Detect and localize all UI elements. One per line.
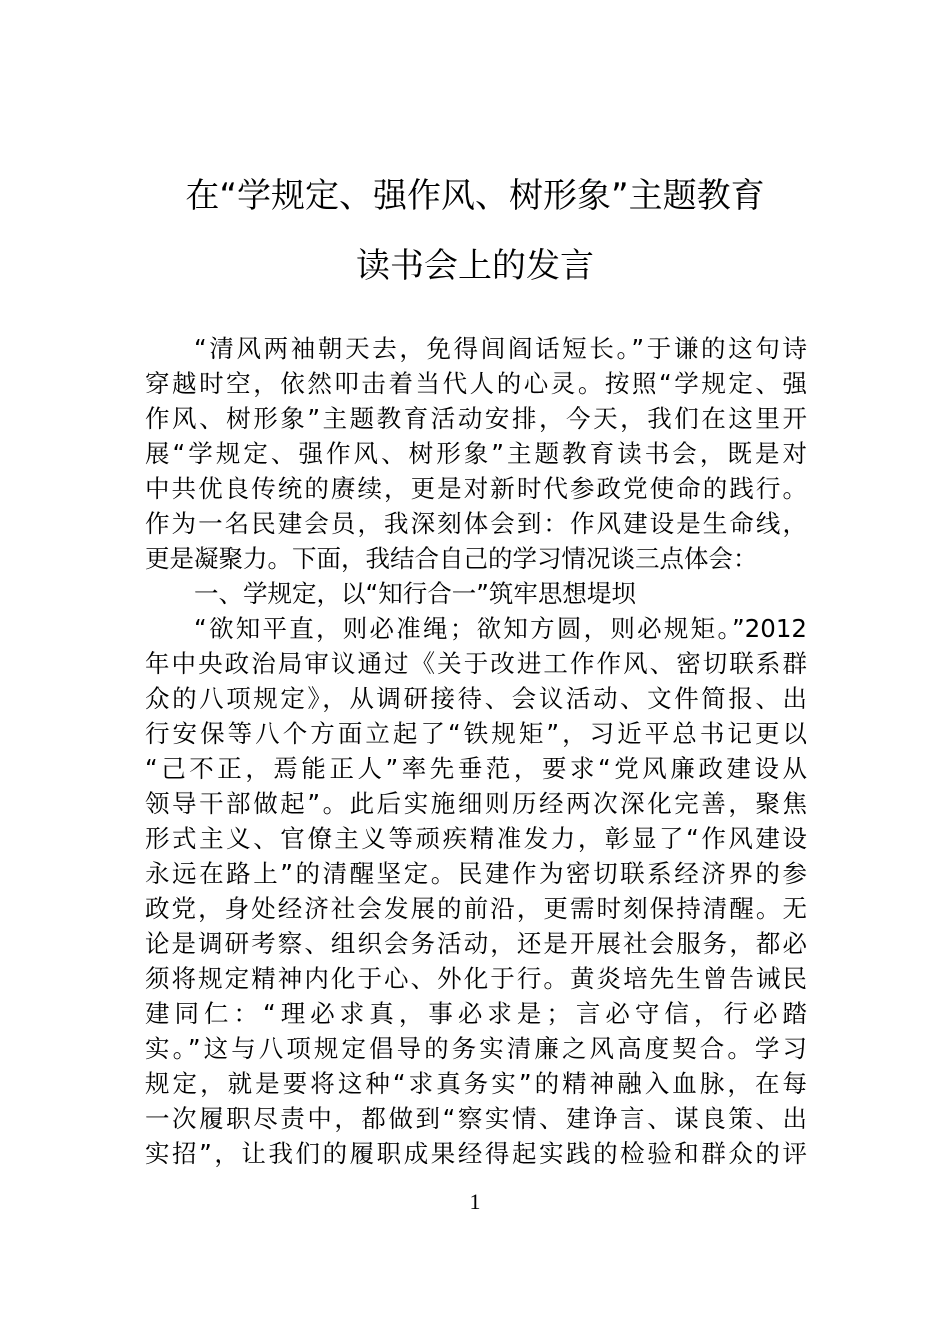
body-line: 行安保等八个方面立起了“铁规矩”，习近平总书记更以: [145, 719, 807, 748]
document-body: [145, 331, 807, 1171]
body-line: 规定，就是要将这种“求真务实”的精神融入血脉，在每: [145, 1069, 807, 1098]
body-line: 实。”这与八项规定倡导的务实清廉之风高度契合。学习: [145, 1034, 807, 1063]
body-line: 更是凝聚力。下面，我结合自己的学习情况谈三点体会：: [145, 544, 758, 573]
body-line: 形式主义、官僚主义等顽疾精准发力，彰显了“作风建设: [145, 824, 807, 853]
body-line: 须将规定精神内化于心、外化于行。黄炎培先生曾告诫民: [145, 964, 807, 993]
body-line: 实招”，让我们的履职成果经得起实践的检验和群众的评: [145, 1139, 807, 1168]
body-line: 众的八项规定》，从调研接待、会议活动、文件简报、出: [145, 684, 807, 713]
body-line: 作风、树形象”主题教育活动安排，今天，我们在这里开: [145, 404, 807, 433]
document-title-line-1: 在“学规定、强作风、树形象”主题教育: [185, 176, 765, 216]
section-heading: 一、学规定，以“知行合一”筑牢思想堤坝: [194, 579, 636, 608]
body-line: 作为一名民建会员，我深刻体会到：作风建设是生命线，: [145, 509, 807, 538]
body-line: 永远在路上”的清醒坚定。民建作为密切联系经济界的参: [145, 859, 807, 888]
body-line: “己不正，焉能正人”率先垂范，要求“党风廉政建设从: [145, 754, 807, 783]
body-line: 中共优良传统的赓续，更是对新时代参政党使命的践行。: [145, 474, 807, 503]
body-line: 领导干部做起”。此后实施细则历经两次深化完善，聚焦: [145, 789, 807, 818]
body-line: 一次履职尽责中，都做到“察实情、建诤言、谋良策、出: [145, 1104, 807, 1133]
page-number: 1: [469, 1189, 481, 1214]
body-line: 建同仁：“理必求真，事必求是；言必守信，行必踏: [145, 999, 807, 1028]
body-line: 穿越时空，依然叩击着当代人的心灵。按照“学规定、强: [145, 369, 807, 398]
document-title-line-2: 读书会上的发言: [356, 246, 594, 286]
body-line: “清风两袖朝天去，免得闾阎话短长。”于谦的这句诗: [194, 334, 807, 363]
body-line: “欲知平直，则必准绳；欲知方圆，则必规矩。”2012: [194, 614, 807, 643]
body-line: 政党，身处经济社会发展的前沿，更需时刻保持清醒。无: [145, 894, 807, 923]
body-line: 展“学规定、强作风、树形象”主题教育读书会，既是对: [145, 439, 807, 468]
body-line: 论是调研考察、组织会务活动，还是开展社会服务，都必: [145, 929, 807, 958]
body-line: 年中央政治局审议通过《关于改进工作作风、密切联系群: [145, 649, 807, 678]
